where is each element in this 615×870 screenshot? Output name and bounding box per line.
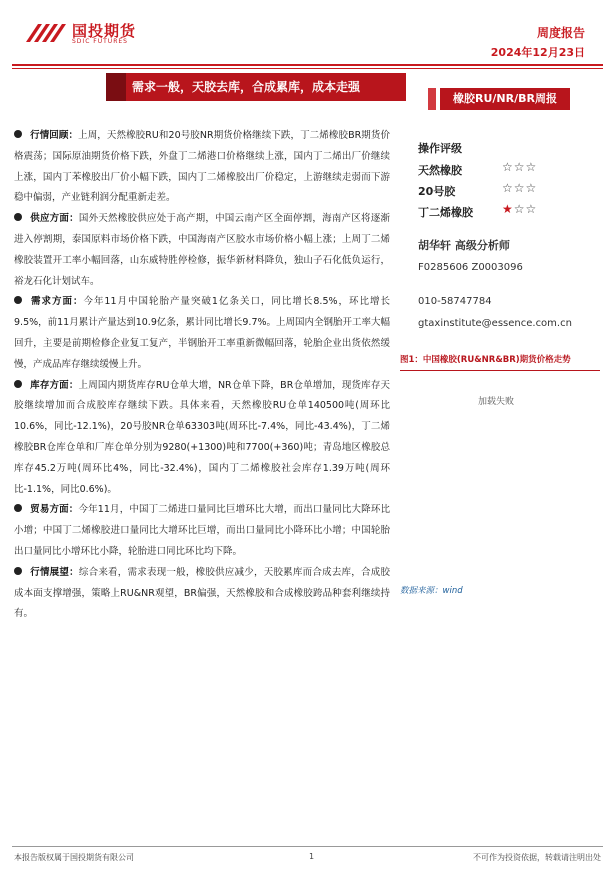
empty-star-icon: ☆: [513, 181, 526, 195]
paragraph-trade: [14, 500, 390, 562]
empty-star-icon: ☆: [525, 202, 538, 216]
paragraph-market-review: [14, 126, 390, 209]
rating-label: 丁二烯橡胶: [418, 206, 473, 219]
footer-divider: [12, 846, 603, 847]
empty-star-icon: ☆: [513, 160, 526, 174]
title-accent: [106, 73, 126, 101]
rating-row-natural-rubber: [418, 160, 603, 181]
rating-heading: 操作评级: [418, 142, 462, 155]
bullet-icon: [14, 504, 22, 512]
company-logo: [24, 18, 174, 48]
logo-text: 国投期货: [72, 22, 137, 40]
analyst-email[interactable]: gtaxinstitute@essence.com.cn: [418, 318, 572, 329]
figure-load-failed: 加载失败: [478, 397, 515, 407]
footer-disclaimer: 不可作为投资依据，转载请注明出处: [473, 853, 601, 862]
empty-star-icon: ☆: [502, 160, 514, 174]
paragraph-text: 综合来看，需求表现一般，橡胶供应减少，天胶累库而合成去库，合成胶成本面支撑增强，策略上RU&NR观望，BR偏强，天然橡胶和合成橡胶跨品种套利继续持有。: [14, 566, 390, 620]
logo-subtext: SDIC FUTURES: [72, 38, 128, 45]
empty-star-icon: ☆: [525, 181, 538, 195]
paragraph-supply: [14, 209, 390, 292]
logo-icon: [24, 20, 68, 44]
bullet-icon: [14, 380, 22, 388]
header-divider: [12, 64, 603, 66]
bullet-icon: [14, 130, 22, 138]
empty-star-icon: ☆: [525, 160, 538, 174]
paragraph-lead: 行情展望：: [30, 566, 79, 578]
star-rating-icon: [502, 160, 537, 174]
figure-title: 图1：中国橡胶(RU&NR&BR)期货价格走势: [400, 355, 571, 365]
paragraph-lead: 行情回顾：: [30, 130, 79, 141]
report-date: 2024年12月23日: [490, 46, 585, 59]
paragraph-text: 上周国内期货库存RU仓单大增，NR仓单下降，BR仓单增加，现货库存天胶继续增加而合成胶库存继续下跌。具体来看，天然橡胶RU仓单140500吨(周环比10.6%，同比-12.1%)，20号胶NR仓单63303吨(周环比-7.4%，同比-43.4%)，丁二烯橡胶BR仓库仓单和厂库仓单分别为9280(+1300)吨和7700(+360)吨；青岛地区橡胶总库存45.2万吨(周环比4%，同比-32.4%)，国内丁二烯橡胶社会库存1.39万吨(周环比-1.1%，同比0.6%)。: [14, 379, 390, 495]
rating-panel: [418, 140, 603, 223]
empty-star-icon: ☆: [513, 202, 526, 216]
bullet-icon: [14, 296, 22, 304]
analyst-phone: 010-58747784: [418, 296, 492, 307]
bullet-icon: [14, 213, 22, 221]
paragraph-inventory: [14, 376, 390, 501]
paragraph-lead: 库存方面：: [30, 379, 79, 391]
rating-label: 20号胶: [418, 185, 456, 198]
tag-accent: [428, 88, 436, 110]
analyst-cert: F0285606 Z0003096: [418, 262, 523, 273]
paragraph-demand: [14, 292, 390, 375]
rating-label: 天然橡胶: [418, 164, 462, 177]
paragraph-lead: 供应方面：: [30, 213, 79, 225]
rating-row-br: [418, 202, 603, 223]
report-tag: 橡胶RU/NR/BR周报: [440, 88, 570, 110]
paragraph-outlook: [14, 563, 390, 625]
paragraph-lead: 贸易方面：: [30, 504, 79, 516]
paragraph-text: 今年11月，中国丁二烯进口量同比巨增环比大增，而出口量同比大降环比小增；中国丁二烯橡胶进口量同比大增环比巨增，而出口量同比小降环比小增；中国轮胎出口量同比小增环比小降，轮胎进口同比环比均下降。: [14, 504, 390, 557]
page-number: 1: [309, 852, 315, 861]
report-title: 需求一般，天胶去库，合成累库，成本走强: [106, 73, 406, 101]
analyst-name: 胡华轩 高级分析师: [418, 239, 510, 252]
paragraph-text: 今年11月中国轮胎产量突破1亿条关口，同比增长8.5%，环比增长9.5%，前11月累计产量达到10.9亿条，累计同比增长9.7%。上周国内全钢胎开工率大幅回升，主要是前期检修企业复工复产，半钢胎开工率重新微幅回落，轮胎企业出货依然缓慢，产成品库存继续缓慢上升。: [14, 296, 391, 370]
figure-divider: [400, 370, 600, 371]
rating-row-nr20: [418, 181, 603, 202]
main-content: [14, 126, 390, 625]
header-divider-thin: [12, 68, 603, 69]
paragraph-text: 上周，天然橡胶RU和20号胶NR期货价格继续下跌，丁二烯橡胶BR期货价格震荡；国际原油期货价格下跌，外盘丁二烯港口价格继续上涨，国内丁二烯出厂价继续上涨，国内丁苯橡胶出厂价小幅下跌，国内丁二烯橡胶出厂价稳定，上游继续走弱而下游稳中偏弱，产业链利润分配重新走差。: [14, 130, 390, 204]
paragraph-text: 国外天然橡胶供应处于高产期，中国云南产区全面停割，海南产区将逐渐进入停割期，泰国原料市场价格下跌，中国海南产区胶水市场价格小幅上涨；上周丁二烯橡胶装置开工率小幅回落，山东威特胜停检修，振华新材料降负，独山子石化低负运行，裕龙石化计划试车。: [14, 213, 390, 287]
filled-star-icon: ★: [502, 202, 514, 216]
bullet-icon: [14, 567, 22, 575]
paragraph-lead: 需求方面：: [30, 296, 84, 308]
star-rating-icon: [502, 202, 537, 216]
footer-copyright: 本报告版权属于国投期货有限公司: [14, 853, 134, 862]
figure-source: 数据来源：wind: [400, 586, 463, 596]
star-rating-icon: [502, 181, 537, 195]
empty-star-icon: ☆: [502, 181, 514, 195]
report-type: 周度报告: [536, 26, 585, 40]
